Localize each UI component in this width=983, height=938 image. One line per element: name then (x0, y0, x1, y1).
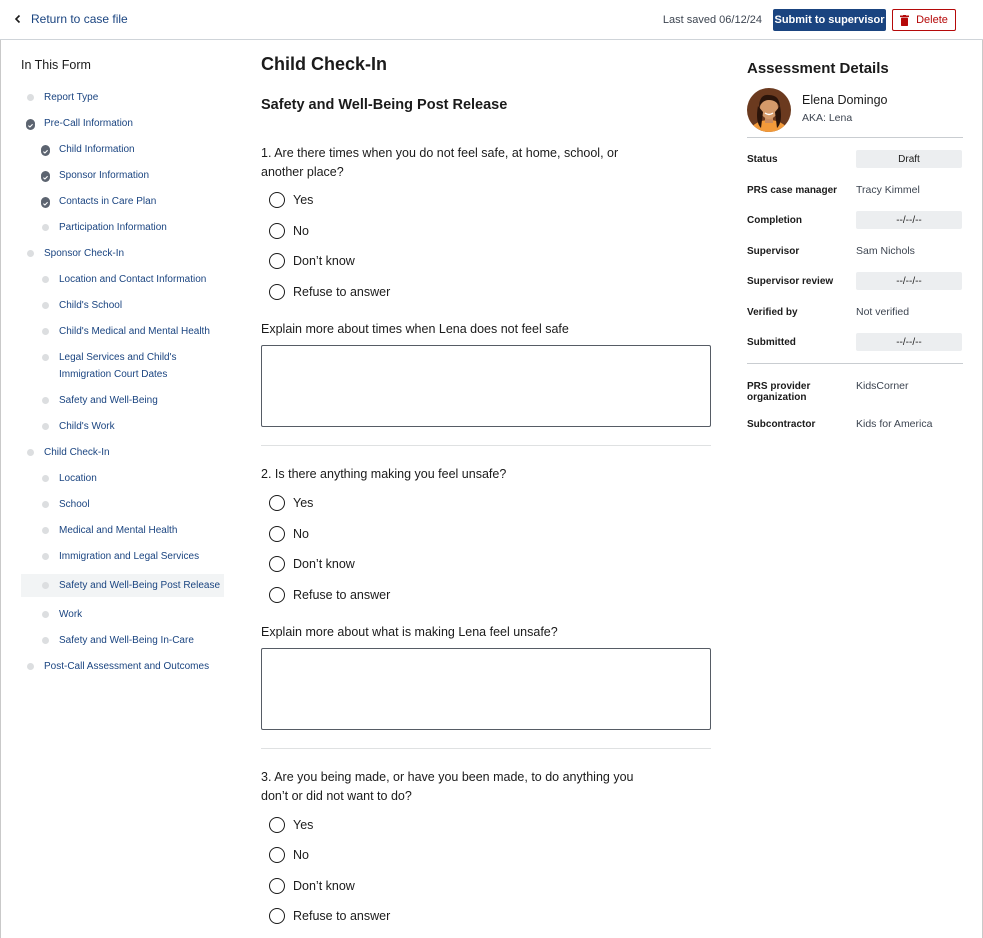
sidebar-item[interactable] (21, 115, 226, 132)
last-saved-text: Last saved 06/12/24 (662, 14, 762, 26)
return-label: Return to case file (31, 12, 128, 26)
radio-label: Yes (293, 496, 314, 510)
radio-circle (269, 526, 285, 542)
return-to-case-file-link[interactable] (12, 12, 128, 26)
radio-label: Yes (293, 193, 314, 207)
person-name: Elena Domingo (802, 93, 888, 107)
incomplete-dot-icon (42, 328, 49, 335)
nav-list (21, 89, 226, 675)
completion-label: Completion (747, 215, 802, 226)
supervisor-value: Sam Nichols (856, 245, 915, 257)
q3-radio-dont-know[interactable] (269, 878, 355, 894)
divider (261, 748, 711, 749)
radio-label: Don’t know (293, 879, 355, 893)
question-3: 3. Are you being made, or have you been made, to do anything you don’t or did not want to do? (261, 770, 634, 803)
q1-explain-label: Explain more about times when Lena does not feel safe (261, 322, 569, 336)
q1-radio-refuse[interactable] (269, 284, 390, 300)
radio-label: No (293, 224, 309, 238)
sidebar-item-label: Participation Information (59, 222, 167, 233)
question-2: 2. Is there anything making you feel unsafe? (261, 467, 507, 481)
divider (261, 445, 711, 446)
sidebar-item[interactable] (21, 219, 226, 236)
sidebar-item[interactable] (21, 548, 226, 565)
sidebar-item[interactable] (21, 606, 226, 623)
radio-circle (269, 847, 285, 863)
sidebar-item-label: Child's Work (59, 421, 115, 432)
incomplete-dot-icon (27, 94, 34, 101)
radio-label: Refuse to answer (293, 588, 391, 602)
chevron-left-icon (12, 13, 24, 25)
section-title: Safety and Well-Being Post Release (261, 97, 508, 113)
incomplete-dot-icon (27, 449, 34, 456)
radio-label: Don’t know (293, 557, 355, 571)
delete-label: Delete (916, 14, 948, 26)
sidebar-item-label: Safety and Well-Being (59, 395, 158, 406)
sidenav-title: In This Form (21, 58, 91, 72)
incomplete-dot-icon (42, 637, 49, 644)
case-manager-value: Tracy Kimmel (856, 184, 920, 196)
sidebar-item-label: Location (59, 473, 97, 484)
completion-value: --/--/-- (856, 211, 962, 229)
submitted-label: Submitted (747, 337, 796, 348)
radio-label: Yes (293, 818, 314, 832)
radio-circle (269, 908, 285, 924)
sidebar-item[interactable] (21, 141, 226, 158)
radio-circle (269, 284, 285, 300)
sidebar-item[interactable] (21, 470, 226, 487)
sidebar-item-label: Child's Medical and Mental Health (59, 326, 210, 337)
incomplete-dot-icon (42, 354, 49, 361)
radio-label: Refuse to answer (293, 285, 391, 299)
radio-label: Don’t know (293, 254, 355, 268)
sidebar-item[interactable] (21, 349, 226, 383)
sidebar-item[interactable] (21, 392, 226, 409)
sidebar-item-label: Sponsor Check-In (44, 248, 125, 259)
verified-by-label: Verified by (747, 307, 798, 318)
sidebar-item[interactable] (21, 89, 226, 106)
incomplete-dot-icon (27, 250, 34, 257)
sidebar-item[interactable] (21, 193, 226, 210)
sidebar-item[interactable] (21, 271, 226, 288)
sidebar-item-label: School (59, 499, 90, 510)
radio-circle (269, 223, 285, 239)
q2-radio-no[interactable] (269, 526, 309, 542)
incomplete-dot-icon (42, 224, 49, 231)
radio-circle (269, 878, 285, 894)
supervisor-label: Supervisor (747, 246, 800, 257)
sidebar-item-label: Safety and Well-Being In-Care (59, 635, 194, 646)
avatar (747, 88, 791, 132)
status-label: Status (747, 154, 778, 165)
trash-icon (900, 15, 909, 26)
details-divider (747, 363, 963, 364)
q1-radio-no[interactable] (269, 223, 309, 239)
sidebar-item-label: Immigration and Legal Services (59, 551, 200, 562)
submitted-value: --/--/-- (856, 333, 962, 351)
radio-label: Refuse to answer (293, 909, 391, 923)
supervisor-review-label: Supervisor review (747, 276, 834, 287)
sidebar-item[interactable] (21, 245, 226, 262)
sidebar-item-label: Work (59, 609, 83, 620)
check-circle-icon (41, 145, 50, 154)
case-manager-label: PRS case manager (747, 185, 838, 196)
details-title: Assessment Details (747, 60, 889, 77)
top-bar (0, 0, 983, 40)
sidebar-item-label: Pre-Call Information (44, 118, 133, 129)
sidebar-item[interactable] (21, 522, 226, 539)
sidebar-item[interactable] (21, 297, 226, 314)
incomplete-dot-icon (42, 582, 49, 589)
check-circle-icon (41, 197, 50, 206)
q2-radio-yes[interactable] (269, 495, 313, 511)
sidebar-item[interactable] (21, 323, 226, 340)
sidebar-item-label: Child's School (59, 300, 123, 311)
sidebar-item-label: Child Check-In (44, 447, 110, 458)
question-1: 1. Are there times when you do not feel safe, at home, school, or another place? (261, 146, 619, 179)
sidebar-item-label: Location and Contact Information (59, 274, 207, 285)
q1-explain-textarea[interactable] (261, 345, 711, 427)
radio-circle (269, 253, 285, 269)
incomplete-dot-icon (27, 663, 34, 670)
incomplete-dot-icon (42, 475, 49, 482)
form-title: Child Check-In (261, 54, 388, 74)
details-divider (747, 137, 963, 138)
incomplete-dot-icon (42, 423, 49, 430)
sidebar-item[interactable] (21, 574, 224, 597)
incomplete-dot-icon (42, 276, 49, 283)
q1-radio-yes[interactable] (269, 192, 313, 208)
q1-radio-dont-know[interactable] (269, 253, 355, 269)
q3-radio-refuse[interactable] (269, 908, 390, 924)
sidebar-item-label: Sponsor Information (59, 170, 150, 181)
sidebar-item-label: Child Information (59, 144, 135, 155)
incomplete-dot-icon (42, 302, 49, 309)
sidebar-item-label: Post-Call Assessment and Outcomes (44, 661, 210, 672)
radio-circle (269, 192, 285, 208)
sidebar-item-label: Report Type (44, 92, 99, 103)
delete-button[interactable] (892, 9, 956, 31)
supervisor-review-value: --/--/-- (856, 272, 962, 290)
q3-radio-yes[interactable] (269, 817, 313, 833)
sidebar-item-label: Legal Services and Child's Immigration Court Dates (59, 352, 177, 380)
incomplete-dot-icon (42, 527, 49, 534)
radio-circle (269, 817, 285, 833)
sidebar-item-label: Contacts in Care Plan (59, 196, 157, 207)
sidebar-item[interactable] (21, 418, 226, 435)
form-navigation (21, 58, 226, 684)
subcontractor-label: Subcontractor (747, 419, 816, 430)
incomplete-dot-icon (42, 397, 49, 404)
check-circle-icon (26, 119, 35, 128)
provider-org-label: PRS provider organization (747, 381, 811, 403)
radio-circle (269, 495, 285, 511)
sidebar-item-label: Medical and Mental Health (59, 525, 178, 536)
submit-to-supervisor-button[interactable]: Submit to supervisor (773, 9, 886, 31)
radio-label: No (293, 848, 309, 862)
q2-explain-label: Explain more about what is making Lena feel unsafe? (261, 625, 558, 639)
sidebar-item[interactable] (21, 658, 226, 675)
provider-org-value: KidsCorner (856, 380, 909, 392)
q2-radio-refuse[interactable] (269, 587, 390, 603)
radio-circle (269, 556, 285, 572)
status-badge: Draft (856, 150, 962, 168)
q3-radio-no[interactable] (269, 847, 309, 863)
sidebar-item-label: Safety and Well-Being Post Release (59, 580, 221, 591)
q2-explain-textarea[interactable] (261, 648, 711, 730)
subcontractor-value: Kids for America (856, 418, 933, 430)
check-circle-icon (41, 171, 50, 180)
sidebar-item[interactable] (21, 496, 226, 513)
sidebar-item[interactable] (21, 444, 226, 461)
radio-label: No (293, 527, 309, 541)
verified-by-value: Not verified (856, 306, 910, 318)
radio-circle (269, 587, 285, 603)
avatar-image (747, 88, 791, 132)
sidebar-item[interactable] (21, 632, 226, 649)
incomplete-dot-icon (42, 611, 49, 618)
q2-radio-dont-know[interactable] (269, 556, 355, 572)
person-aka: AKA: Lena (802, 112, 853, 124)
sidebar-item[interactable] (21, 167, 226, 184)
incomplete-dot-icon (42, 553, 49, 560)
incomplete-dot-icon (42, 501, 49, 508)
